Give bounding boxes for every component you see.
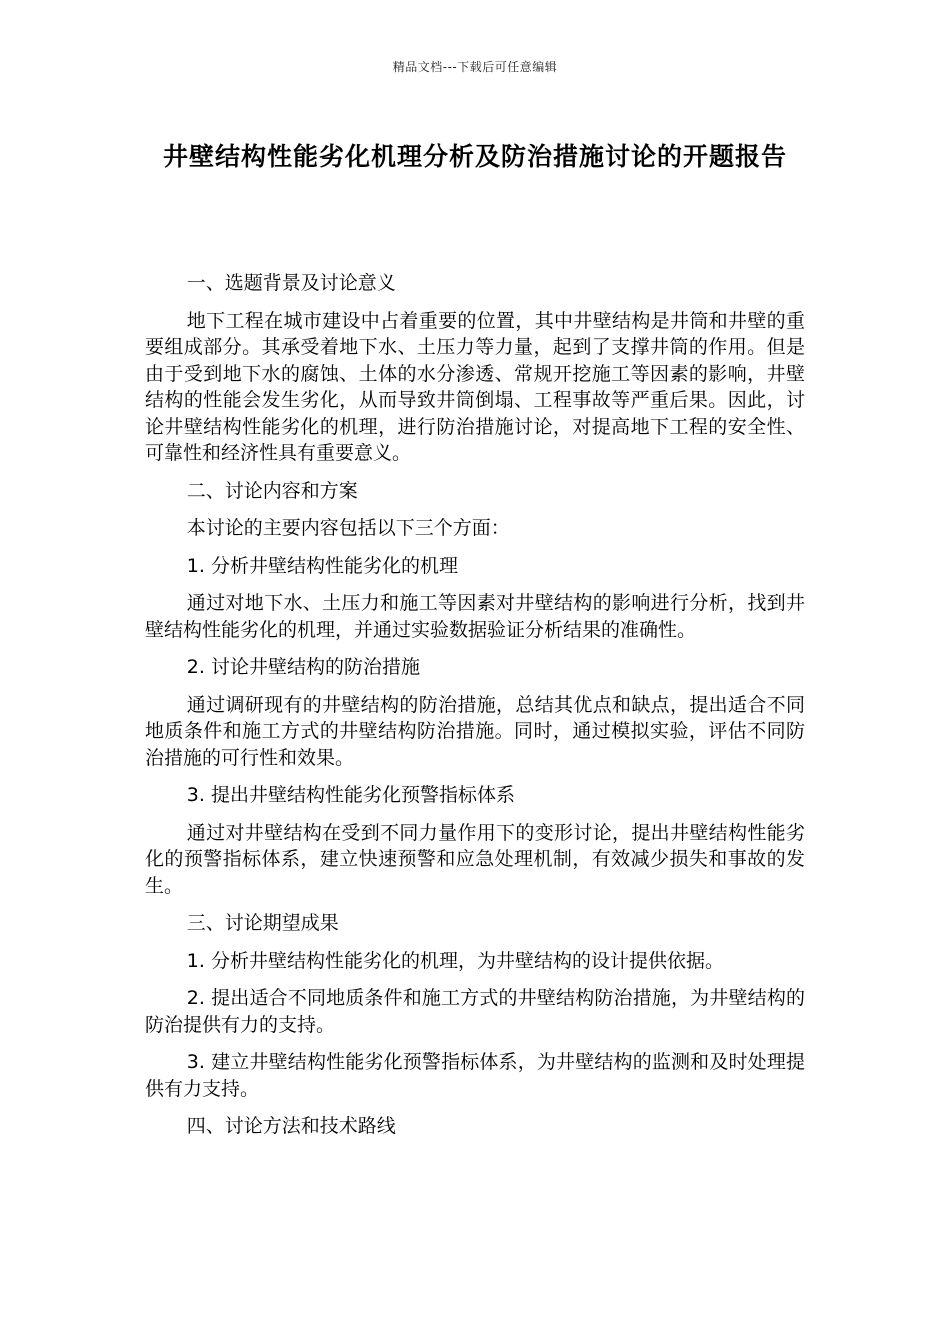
subheading-warning-system: 3. 提出井壁结构性能劣化预警指标体系 xyxy=(186,784,515,806)
outcome-item-3: 3. 建立井壁结构性能劣化预警指标体系，为井壁结构的监测和及时处理提供有力支持。 xyxy=(145,1051,805,1100)
section-heading-outcomes: 三、讨论期望成果 xyxy=(186,912,339,934)
paragraph-prevention: 通过调研现有的井壁结构的防治措施，总结其优点和缺点，提出适合不同地质条件和施工方式的井壁结构防治措施。同时，通过模拟实验，评估不同防治措施的可行性和效果。 xyxy=(145,693,805,769)
page-header-note: 精品文档---下载后可任意编辑 xyxy=(392,60,558,74)
section-heading-content: 二、讨论内容和方案 xyxy=(186,479,358,502)
subheading-prevention: 2. 讨论井壁结构的防治措施 xyxy=(186,656,420,678)
paragraph-background: 地下工程在城市建设中占着重要的位置，其中井壁结构是井筒和井壁的重要组成部分。其承受着地下水、土压力等力量，起到了支撑井筒的作用。但是由于受到地下水的腐蚀、土体的水分渗透、常规开挖施工等因素的影响，井壁结构的性能会发生劣化，从而导致井筒倒塌、工程事故等严重后果。因此，讨论井壁结构性能劣化的机理，进行防治措施讨论，对提高地下工程的安全性、可靠性和经济性具有重要意义。 xyxy=(145,309,805,464)
document-body xyxy=(145,270,805,1151)
paragraph-mechanism: 通过对地下水、土压力和施工等因素对井壁结构的影响进行分析，找到井壁结构性能劣化的机理，并通过实验数据验证分析结果的准确性。 xyxy=(145,592,805,641)
document-title: 井壁结构性能劣化机理分析及防治措施讨论的开题报告 xyxy=(162,142,787,171)
paragraph-content-intro: 本讨论的主要内容包括以下三个方面： xyxy=(186,517,510,539)
outcome-item-1: 1. 分析井壁结构性能劣化的机理，为井壁结构的设计提供依据。 xyxy=(186,949,724,972)
section-heading-methods: 四、讨论方法和技术路线 xyxy=(186,1115,396,1137)
paragraph-warning-system: 通过对井壁结构在受到不同力量作用下的变形讨论，提出井壁结构性能劣化的预警指标体系，建立快速预警和应急处理机制，有效减少损失和事故的发生。 xyxy=(145,821,805,897)
section-heading-background: 一、选题背景及讨论意义 xyxy=(186,272,396,294)
subheading-mechanism: 1. 分析井壁结构性能劣化的机理 xyxy=(186,554,458,577)
outcome-item-2: 2. 提出适合不同地质条件和施工方式的井壁结构防治措施，为井壁结构的防治提供有力的支持。 xyxy=(145,987,805,1036)
